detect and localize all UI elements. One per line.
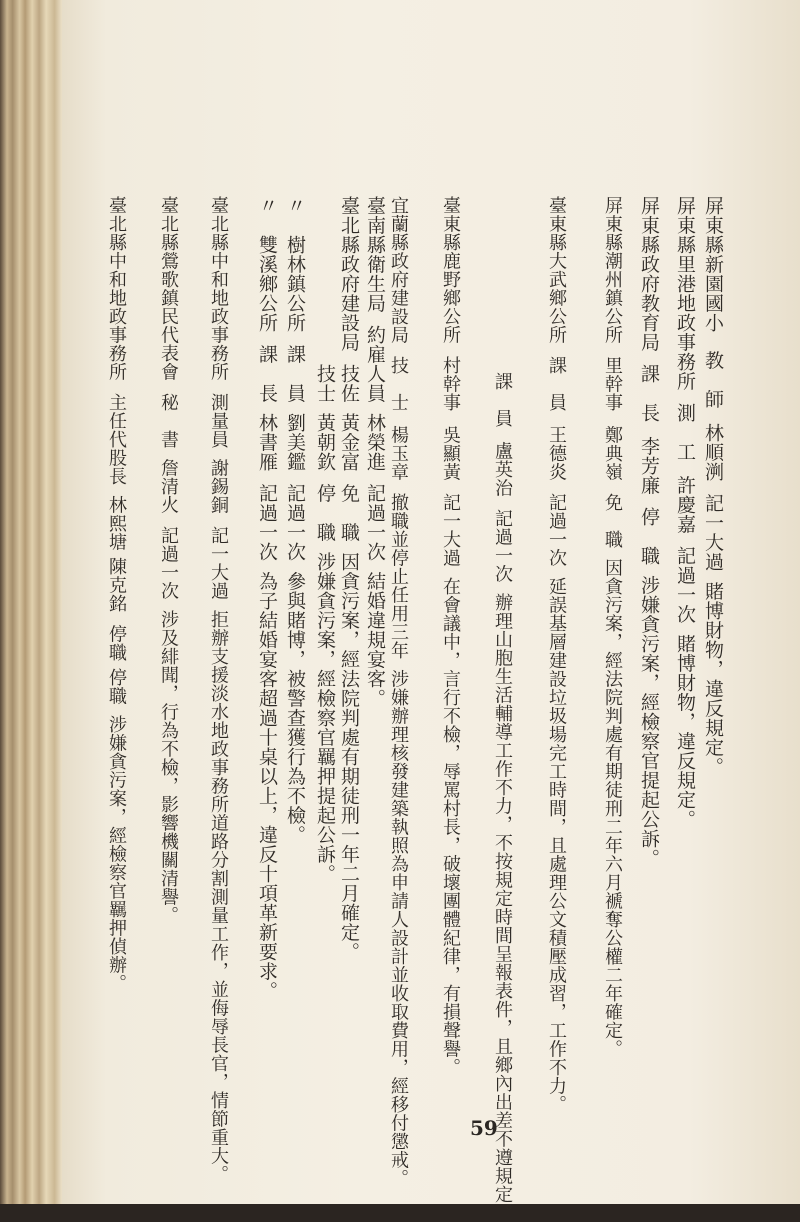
record-3 — [638, 196, 660, 868]
record-penalty: 停 職 — [638, 507, 660, 566]
record-unit: 屏東縣新園國小 — [702, 196, 724, 333]
record-reason: 在會議中，言行不檢，辱罵村長，破壞團體紀律，有損聲譽。 — [440, 577, 461, 1077]
record-unit: 〃 樹林鎮公所 — [284, 196, 306, 333]
record-1 — [702, 196, 724, 777]
record-name: 楊玉章 — [388, 425, 409, 481]
record-title: 教 師 — [702, 350, 724, 409]
record-penalty: 記過一次 — [364, 483, 386, 562]
document-page — [62, 0, 800, 1222]
record-title: 課 長 — [256, 344, 278, 403]
record-title: 主任代股長 — [106, 393, 127, 486]
book-page-edges — [0, 0, 70, 1204]
record-penalty: 停 職 — [314, 483, 336, 542]
record-reason: 拒辦支援淡水地政事務所道路分割測量工作，並侮辱長官，情節重大。 — [208, 610, 229, 1184]
record-name: 王德炎 — [546, 425, 567, 481]
record-7 — [440, 196, 461, 1077]
record-reason: 結婚違規宴客。 — [364, 571, 386, 708]
record-unit: 臺北縣中和地政事務所 — [106, 196, 127, 381]
record-16 — [106, 196, 126, 1056]
record-name: 黃朝欽 — [314, 413, 336, 472]
record-11 — [314, 196, 336, 884]
record-penalty: 記過一次 — [674, 546, 696, 624]
record-name: 林榮進 — [364, 413, 386, 472]
record-reason: 賭博財物，違反規定。 — [674, 634, 696, 829]
record-name: 盧英治 — [492, 441, 513, 497]
record-unit: 〃 雙溪鄉公所 — [256, 196, 278, 333]
record-unit: 屏東縣潮州鎮公所 — [602, 196, 623, 344]
record-title: 里幹事 — [602, 356, 623, 412]
record-reason: 參與賭博，被警查獲行為不檢。 — [284, 571, 306, 845]
record-penalty: 撤職並停止任用三年 — [388, 493, 409, 660]
record-reason: 涉及緋聞，行為不檢，影響機關清譽。 — [158, 610, 179, 925]
record-unit: 臺北縣政府建設局 — [338, 196, 360, 352]
page-number: 59 — [470, 1116, 498, 1140]
record-name: 詹清火 — [158, 458, 179, 514]
record-penalty: 免 職 — [602, 493, 623, 549]
record-unit: 臺東縣鹿野鄉公所 — [440, 196, 461, 344]
record-14 — [208, 196, 229, 1184]
record-title: 課 長 — [638, 364, 660, 423]
record-unit: 臺東縣大武鄉公所 — [546, 196, 567, 344]
record-name: 黃金富 — [338, 413, 360, 472]
record-title: 課 員 — [284, 344, 306, 403]
record-penalty: 記一大過 — [440, 493, 461, 567]
record-name: 林順㴊 — [702, 423, 724, 482]
record-2 — [674, 196, 696, 829]
record-title: 村幹事 — [440, 356, 461, 412]
record-reason: 賭博財物，違反規定。 — [702, 581, 724, 777]
record-6 — [492, 196, 513, 1222]
record-name: 李芳廉 — [638, 436, 660, 495]
record-4 — [602, 196, 622, 1056]
record-penalty: 停職 停職 — [106, 624, 127, 705]
record-name: 謝錫銅 — [208, 458, 229, 514]
record-reason: 因貪污案，經法院判處有期徒刑二年六月褫奪公權二年確定。 — [602, 558, 623, 1058]
record-title: 約雇人員 — [364, 325, 386, 403]
record-penalty: 免 職 — [338, 483, 360, 542]
record-penalty: 記過一次 — [546, 493, 567, 567]
record-name: 林書雁 — [256, 413, 278, 472]
record-title: 測量員 — [208, 393, 229, 449]
record-title: 測 工 — [674, 403, 696, 462]
record-name: 劉美鑑 — [284, 413, 306, 472]
record-12 — [284, 196, 306, 845]
record-13 — [256, 196, 278, 1001]
record-title: 課 員 — [492, 372, 513, 428]
record-title: 技 士 — [388, 356, 409, 412]
record-reason: 涉嫌辦理核發建築執照為申請人設計並收取費用，經移付懲戒。 — [388, 669, 409, 1188]
record-name: 鄭典嶺 — [602, 425, 623, 481]
record-name: 林熙塘 陳克銘 — [106, 495, 127, 613]
record-penalty: 記一大過 — [702, 493, 724, 572]
record-reason: 為子結婚宴客超過十桌以上，違反十項革新要求。 — [256, 571, 278, 1001]
record-title: 秘 書 — [158, 393, 179, 449]
record-title: 課 員 — [546, 356, 567, 412]
record-unit: 臺南縣衛生局 — [364, 196, 386, 313]
record-penalty: 記一大過 — [208, 526, 229, 600]
record-penalty: 記過一次 — [158, 526, 179, 600]
record-reason: 因貪污案，經法院判處有期徒刑一年二月確定。 — [338, 552, 360, 962]
record-title: 技士 — [314, 364, 336, 403]
record-reason: 辦理山胞生活輔導工作不力，不按規定時間呈報表件，且鄉內出差不遵規定。 — [492, 593, 513, 1222]
record-unit: 臺北縣鶯歌鎮民代表會 — [158, 196, 179, 381]
record-reason: 涉嫌貪污案，經檢察官羈押偵辦。 — [106, 714, 127, 993]
record-15 — [158, 196, 178, 1056]
record-penalty: 記過一次 — [256, 483, 278, 562]
record-10 — [338, 196, 360, 962]
record-penalty: 記過一次 — [492, 509, 513, 583]
record-name: 許慶嘉 — [674, 475, 696, 534]
record-5 — [546, 196, 567, 1114]
record-name: 吳顯黃 — [440, 425, 461, 481]
record-title: 技佐 — [338, 364, 360, 403]
record-9 — [364, 196, 386, 708]
record-penalty: 記過一次 — [284, 483, 306, 562]
record-reason: 延誤基層建設垃圾場完工時間，且處理公文積壓成習，工作不力。 — [546, 577, 567, 1114]
record-unit: 屏東縣政府教育局 — [638, 196, 660, 352]
record-unit: 臺北縣中和地政事務所 — [208, 196, 229, 381]
record-reason: 涉嫌貪污案，經檢察官提起公訴。 — [638, 575, 660, 868]
record-reason: 涉嫌貪污案，經檢察官羈押提起公訴。 — [314, 552, 336, 884]
record-unit: 屏東縣里港地政事務所 — [674, 196, 696, 391]
record-8 — [388, 196, 409, 1188]
record-unit: 宜蘭縣政府建設局 — [388, 196, 409, 344]
